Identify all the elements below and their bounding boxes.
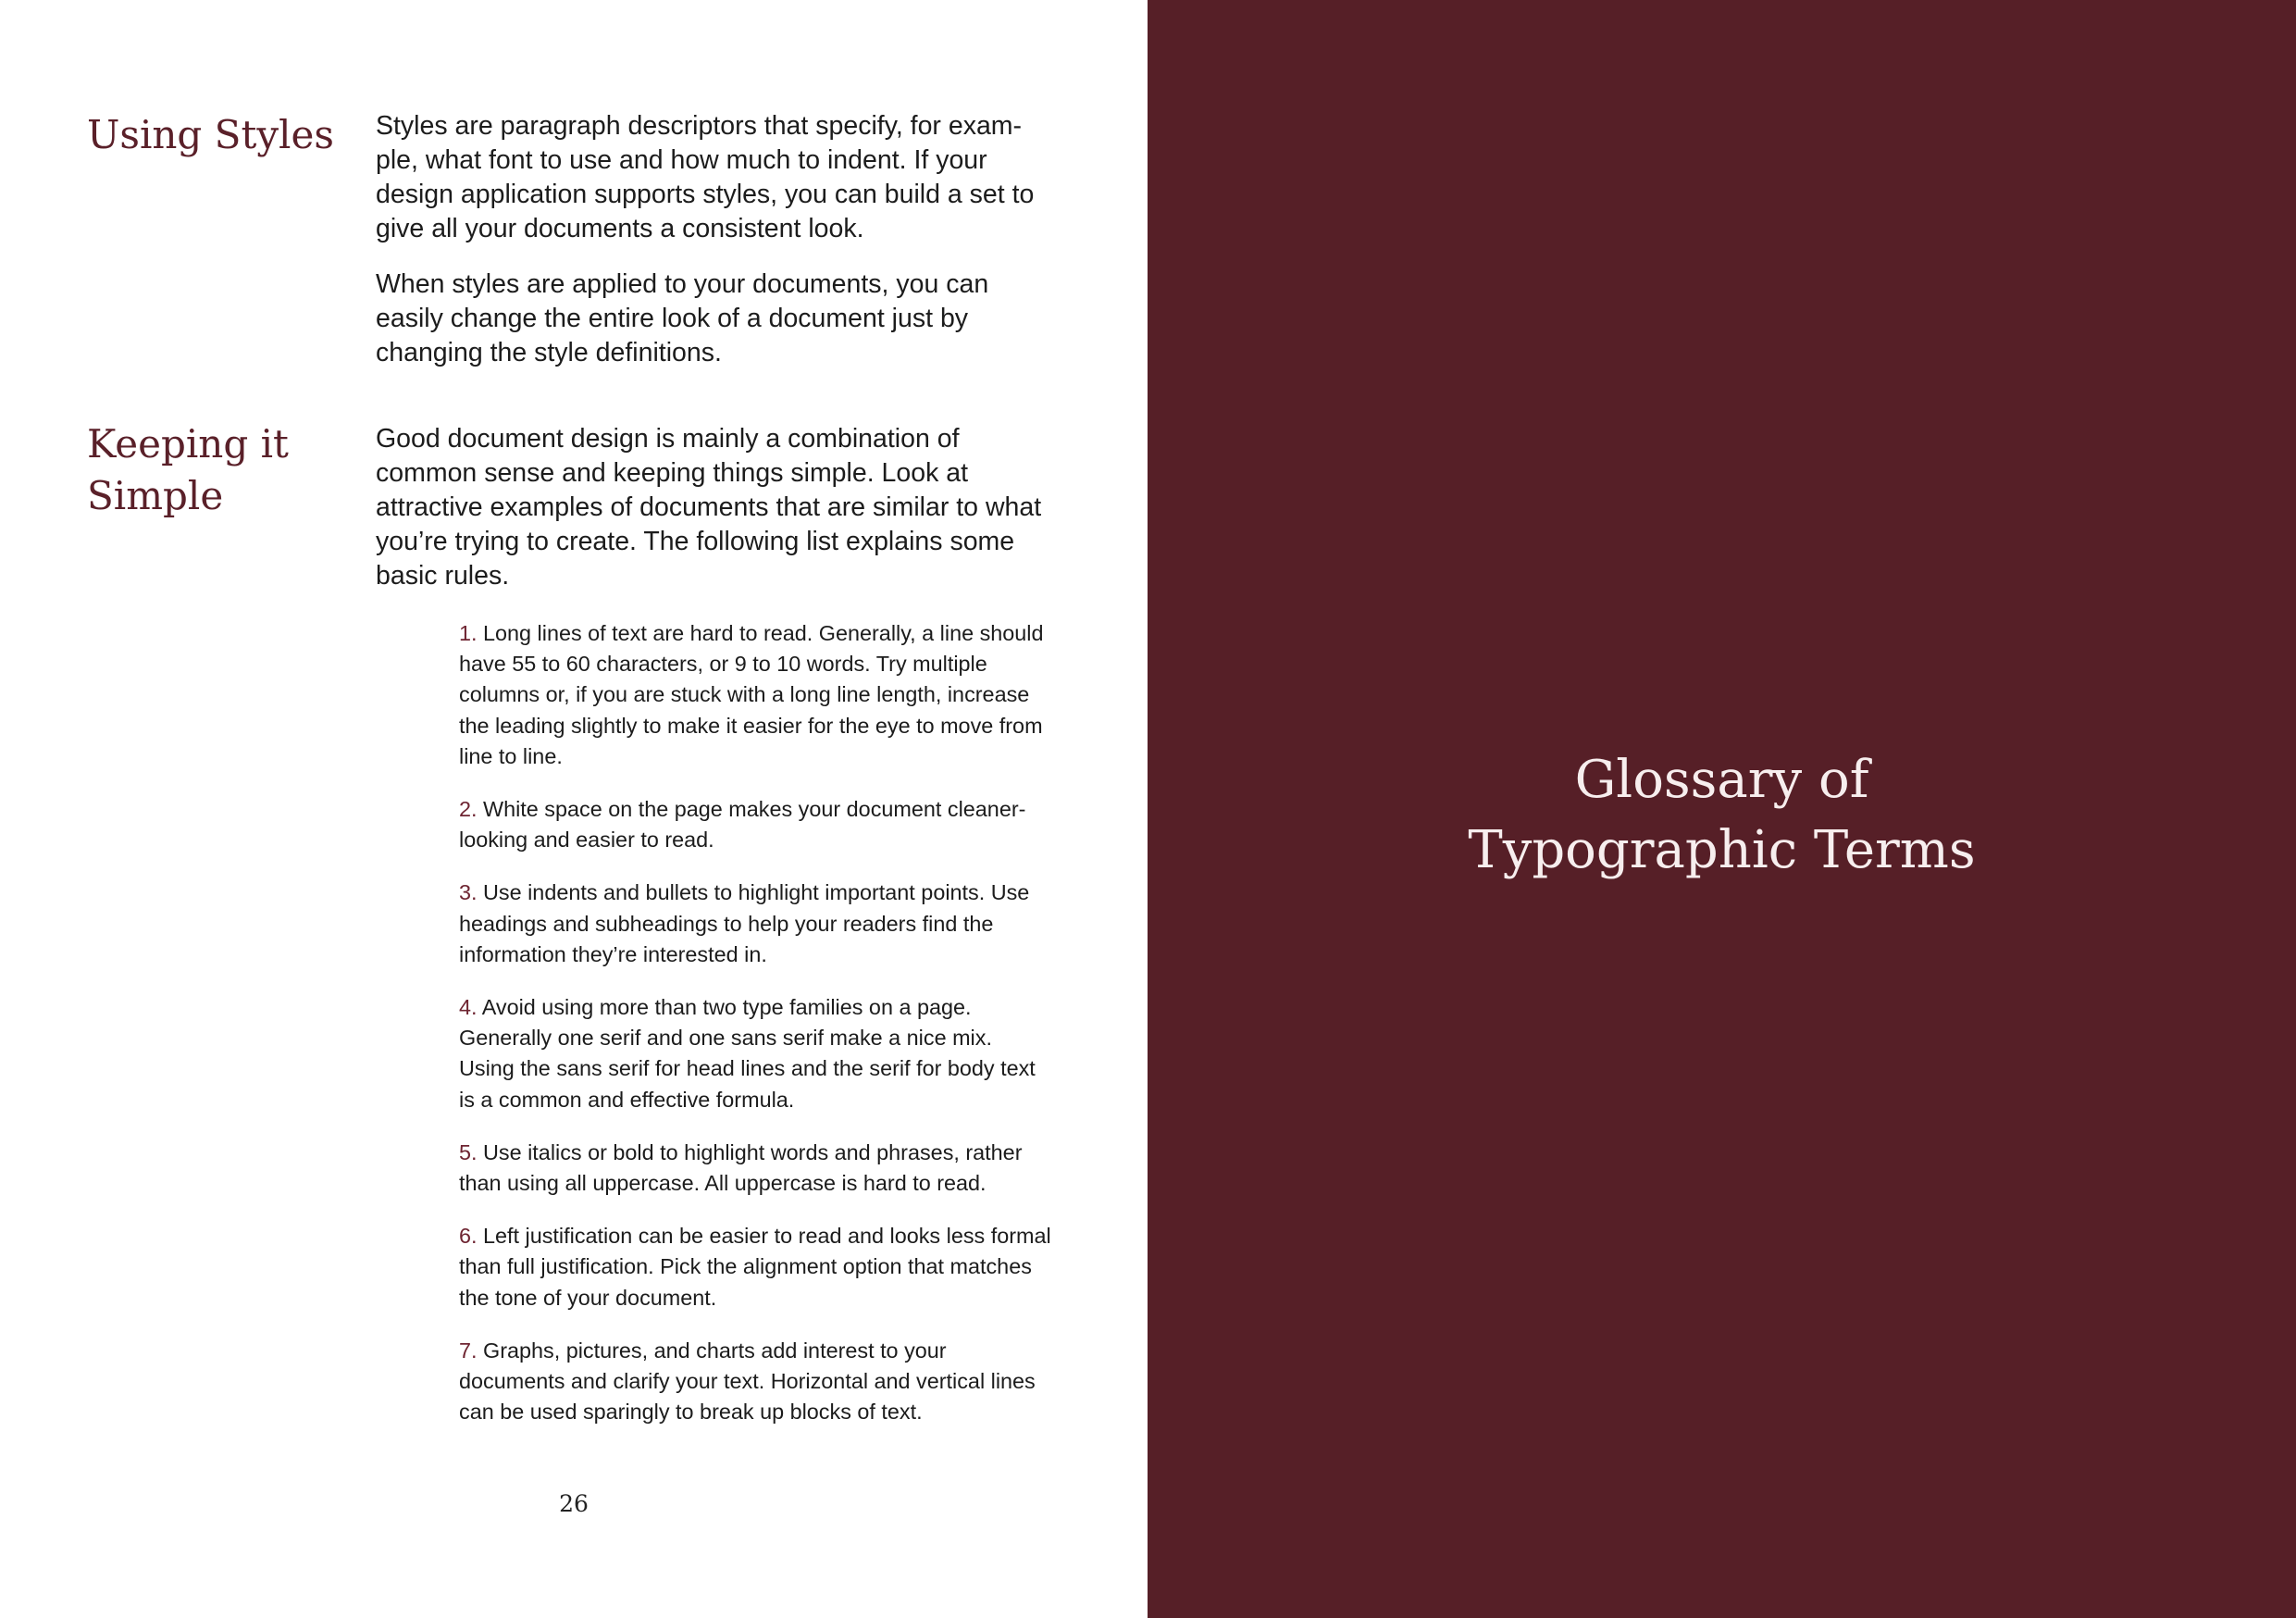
rule-number: 1. <box>459 621 478 645</box>
body-paragraph: Styles are paragraph descriptors that specify, for exam-ple, what font to use and how much to indent. If your design application supports styles, you can build a set to give all your documents a consistent look. <box>376 111 1035 243</box>
rule-item <box>459 618 1051 772</box>
rule-text: Long lines of text are hard to read. Generally, a line should have 55 to 60 characters, or 9 to 10 words. Try multiple columns or, if you are stuck with a long line length, increase the leading slightly to make it easier for the eye to move from line to line. <box>459 621 1044 768</box>
rule-item <box>459 1138 1051 1199</box>
rule-text: Use italics or bold to highlight words and phrases, rather than using all uppercase. All uppercase is hard to read. <box>459 1139 1023 1196</box>
body-paragraph: When styles are applied to your documents, you can easily change the entire look of a document just by changing the style definitions. <box>376 269 989 367</box>
rules-list <box>459 618 1051 1450</box>
rule-number: 7. <box>459 1338 478 1363</box>
using-styles-body <box>376 109 1051 392</box>
rule-number: 5. <box>459 1139 478 1164</box>
keeping-it-simple-body <box>376 422 1051 615</box>
rule-item <box>459 1221 1051 1313</box>
section-heading-using-styles: Using Styles <box>87 112 334 157</box>
rule-text: Use indents and bullets to highlight important points. Use headings and subheadings to help your readers find the information they’re interested in. <box>459 880 1030 966</box>
glossary-title <box>1148 745 2296 886</box>
page-number: 26 <box>559 1490 589 1517</box>
rule-text: Avoid using more than two type families on a page. Generally one serif and one sans serif make a nice mix. Using the sans serif for head lines and the serif for body text is a common and effective formula. <box>459 995 1036 1112</box>
rule-number: 6. <box>459 1224 478 1249</box>
rule-item <box>459 794 1051 855</box>
rule-text: White space on the page makes your document cleaner-looking and easier to read. <box>459 797 1026 853</box>
right-page-panel <box>1148 0 2296 1618</box>
rule-item <box>459 992 1051 1115</box>
rule-item <box>459 877 1051 970</box>
rule-number: 4. <box>459 995 478 1020</box>
rule-text: Graphs, pictures, and charts add interest to your documents and clarify your text. Horizontal and vertical lines can be used sparingly to break up blocks of text. <box>459 1338 1036 1425</box>
rule-item <box>459 1336 1051 1428</box>
rule-number: 2. <box>459 797 478 822</box>
rule-number: 3. <box>459 880 478 905</box>
glossary-title-line-1: Glossary of <box>1574 750 1869 810</box>
body-paragraph: Good document design is mainly a combination of common sense and keeping things simple. Look at attractive examples of documents that are similar to what you’re trying to create. The following list explains some basic rules. <box>376 424 1042 591</box>
rule-text: Left justification can be easier to read and looks less formal than full justification. Pick the alignment option that matches the tone of your document. <box>459 1224 1051 1310</box>
section-heading-keeping-it-simple: Keeping it Simple <box>87 421 289 518</box>
glossary-title-line-2: Typographic Terms <box>1468 820 1976 880</box>
